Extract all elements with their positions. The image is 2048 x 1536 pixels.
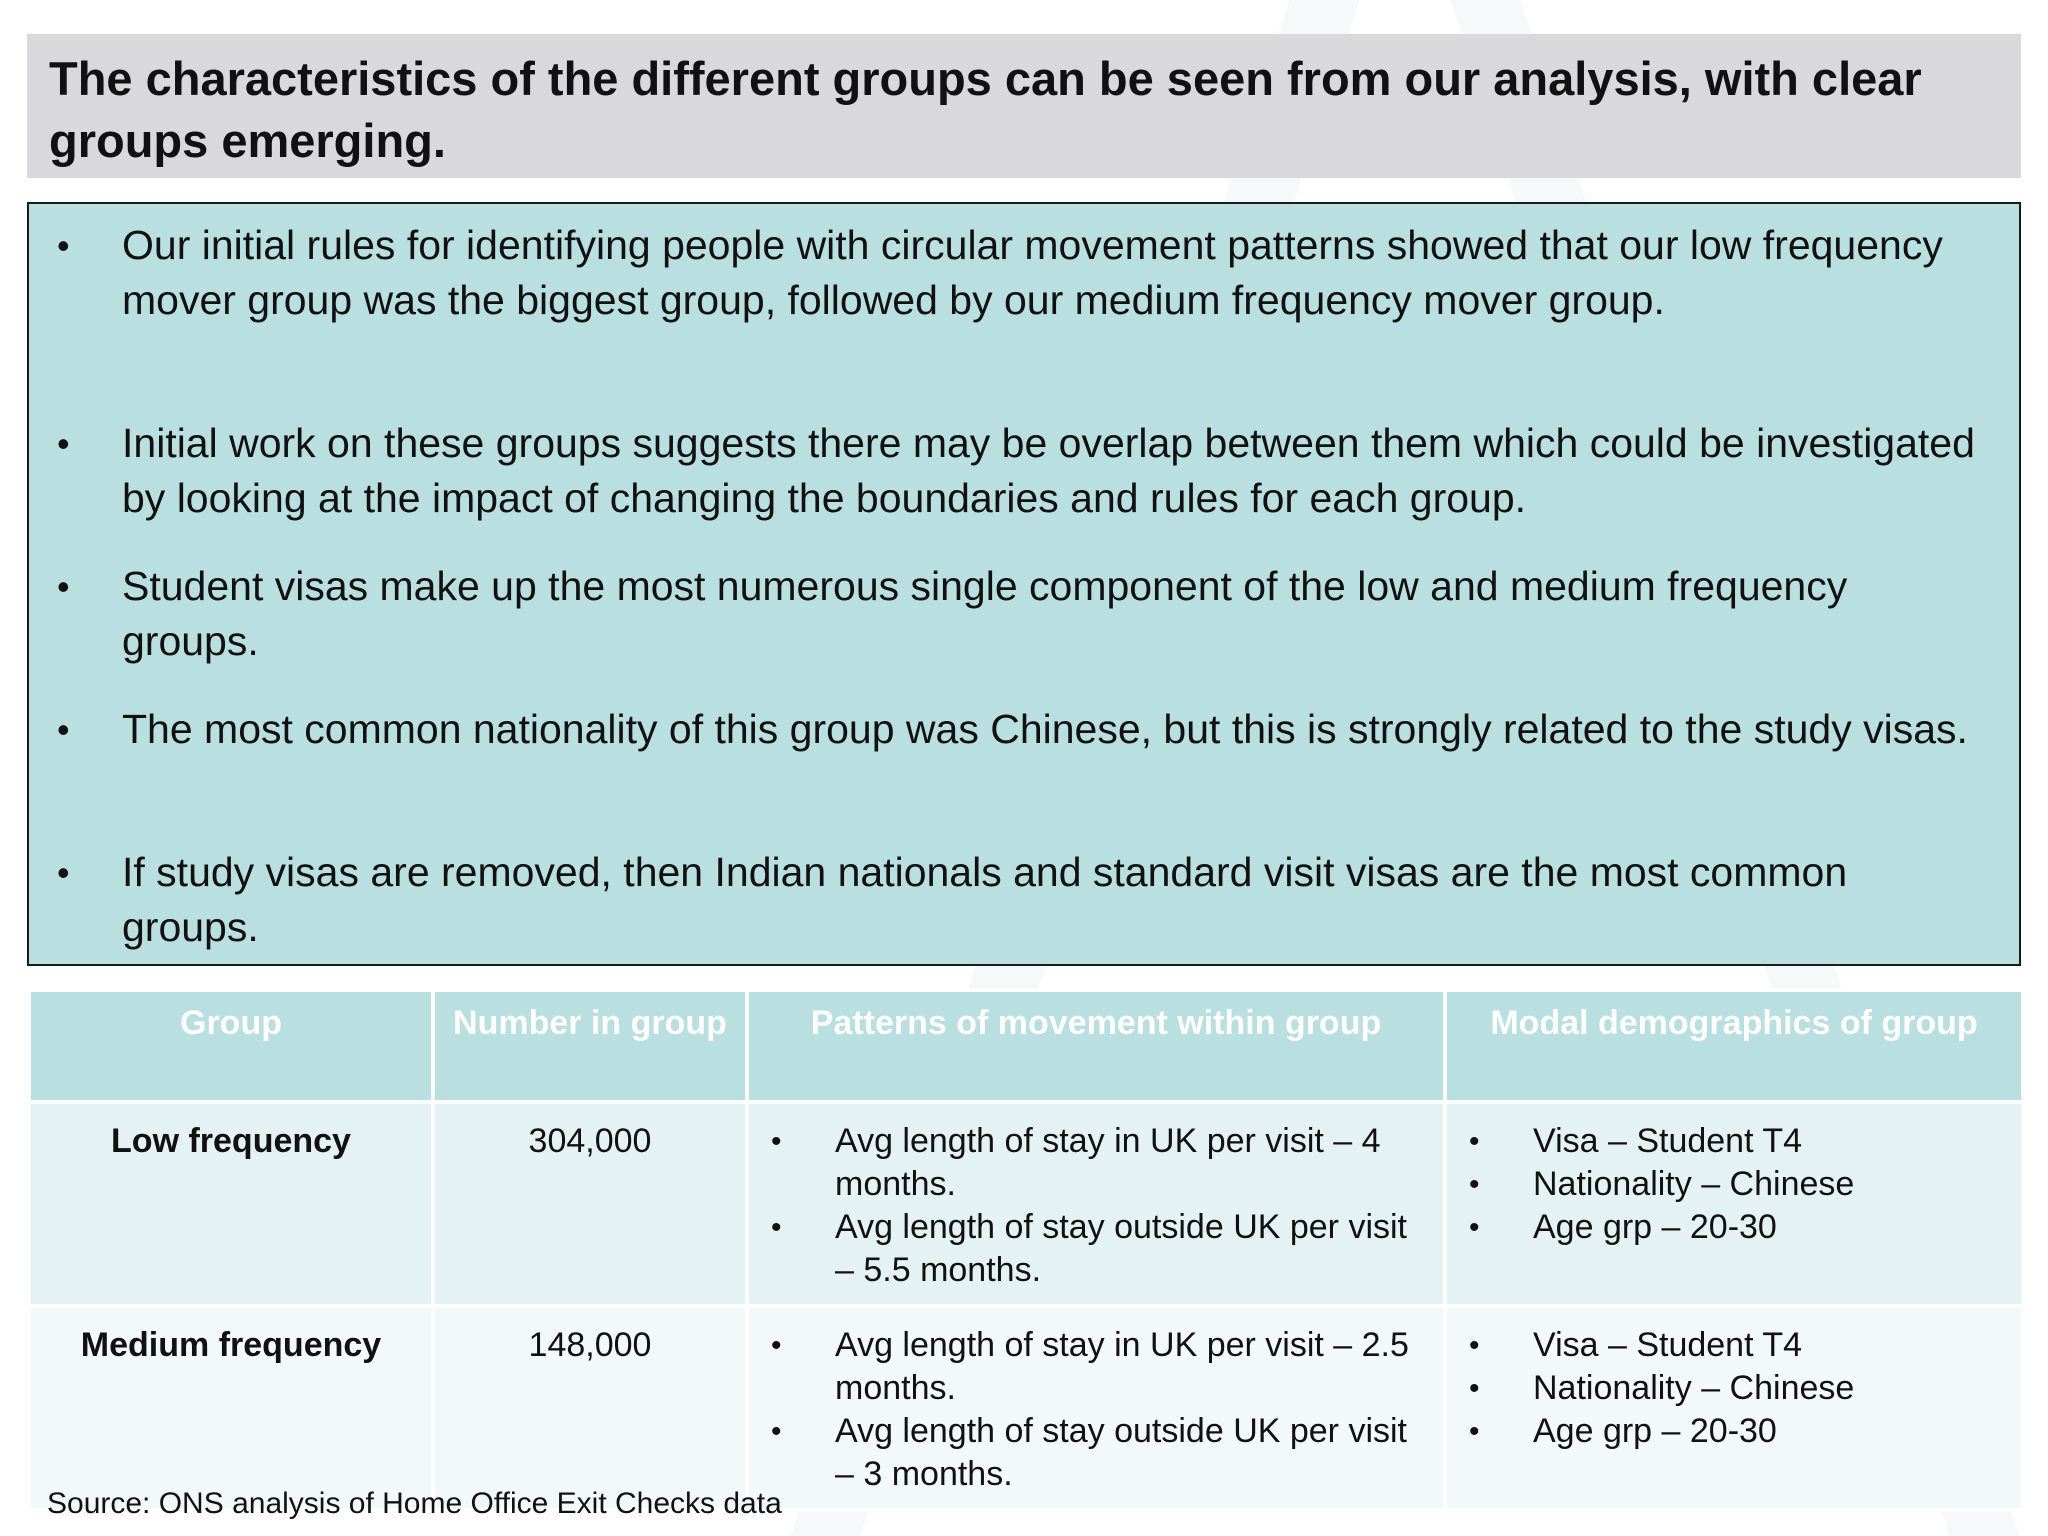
pattern-text: Avg length of stay outside UK per visit – 3 months. — [835, 1412, 1408, 1493]
demographic-text: Visa – Student T4 — [1533, 1326, 1803, 1364]
bullet-icon: • — [771, 1329, 782, 1362]
finding-item — [29, 845, 1989, 955]
pattern-text: Avg length of stay in UK per visit – 4 months. — [835, 1122, 1381, 1203]
finding-item — [29, 559, 1989, 669]
pattern-text: Avg length of stay outside UK per visit – 5.5 months. — [835, 1208, 1408, 1289]
column-header: Number in group — [433, 990, 747, 1102]
list-item — [757, 1120, 1435, 1206]
finding-text: Student visas make up the most numerous single component of the low and medium frequency groups. — [122, 563, 1848, 664]
bullet-icon: • — [57, 852, 70, 893]
finding-item — [29, 702, 1989, 757]
bullet-icon: • — [1469, 1168, 1480, 1201]
demographic-text: Age grp – 20-30 — [1533, 1208, 1777, 1246]
finding-text: Our initial rules for identifying people with circular movement patterns showed that our low frequency mover group was the biggest group, followed by our medium frequency mover group. — [122, 222, 1943, 323]
bullet-icon: • — [771, 1211, 782, 1244]
demographic-text: Age grp – 20-30 — [1533, 1412, 1777, 1450]
finding-text: Initial work on these groups suggests there may be overlap between them which could be investigated by looking at the impact of changing the boundaries and rules for each group. — [122, 420, 1975, 521]
list-item — [757, 1206, 1435, 1292]
finding-item — [29, 416, 1989, 526]
finding-text: The most common nationality of this group was Chinese, but this is strongly related to the study visas. — [122, 706, 1968, 752]
bullet-icon: • — [57, 566, 70, 607]
title-bar — [27, 34, 2021, 178]
table-row — [29, 1306, 2023, 1510]
table-header-row — [29, 990, 2023, 1102]
demographic-text: Nationality – Chinese — [1533, 1369, 1855, 1407]
list-item — [1455, 1324, 2013, 1367]
table-row — [29, 1102, 2023, 1306]
patterns-cell — [747, 1306, 1445, 1510]
bullet-icon: • — [1469, 1329, 1480, 1362]
list-item — [757, 1324, 1435, 1410]
demographic-text: Nationality – Chinese — [1533, 1165, 1855, 1203]
group-name-cell: Low frequency — [29, 1102, 433, 1306]
list-item — [1455, 1206, 2013, 1249]
group-name-cell: Medium frequency — [29, 1306, 433, 1510]
bullet-icon: • — [771, 1415, 782, 1448]
source-note: Source: ONS analysis of Home Office Exit Checks data — [47, 1487, 782, 1520]
demographic-text: Visa – Student T4 — [1533, 1122, 1803, 1160]
bullet-icon: • — [771, 1125, 782, 1158]
bullet-icon: • — [1469, 1415, 1480, 1448]
pattern-text: Avg length of stay in UK per visit – 2.5 months. — [835, 1326, 1409, 1407]
demographics-cell — [1445, 1102, 2023, 1306]
groups-table — [27, 988, 2025, 1512]
group-count-cell: 148,000 — [433, 1306, 747, 1510]
bullet-icon: • — [1469, 1125, 1480, 1158]
finding-item — [29, 218, 1989, 328]
list-item — [757, 1410, 1435, 1496]
column-header: Group — [29, 990, 433, 1102]
key-findings-panel — [27, 202, 2021, 966]
column-header: Modal demographics of group — [1445, 990, 2023, 1102]
demographics-cell — [1445, 1306, 2023, 1510]
patterns-cell — [747, 1102, 1445, 1306]
bullet-icon: • — [57, 709, 70, 750]
list-item — [1455, 1410, 2013, 1453]
list-item — [1455, 1367, 2013, 1410]
finding-text: If study visas are removed, then Indian nationals and standard visit visas are the most common groups. — [122, 849, 1848, 950]
bullet-icon: • — [57, 225, 70, 266]
slide-title: The characteristics of the different groups can be seen from our analysis, with clear groups emerging. — [49, 52, 1922, 167]
bullet-icon: • — [1469, 1372, 1480, 1405]
column-header: Patterns of movement within group — [747, 990, 1445, 1102]
group-count-cell: 304,000 — [433, 1102, 747, 1306]
bullet-icon: • — [1469, 1211, 1480, 1244]
list-item — [1455, 1163, 2013, 1206]
list-item — [1455, 1120, 2013, 1163]
bullet-icon: • — [57, 423, 70, 464]
